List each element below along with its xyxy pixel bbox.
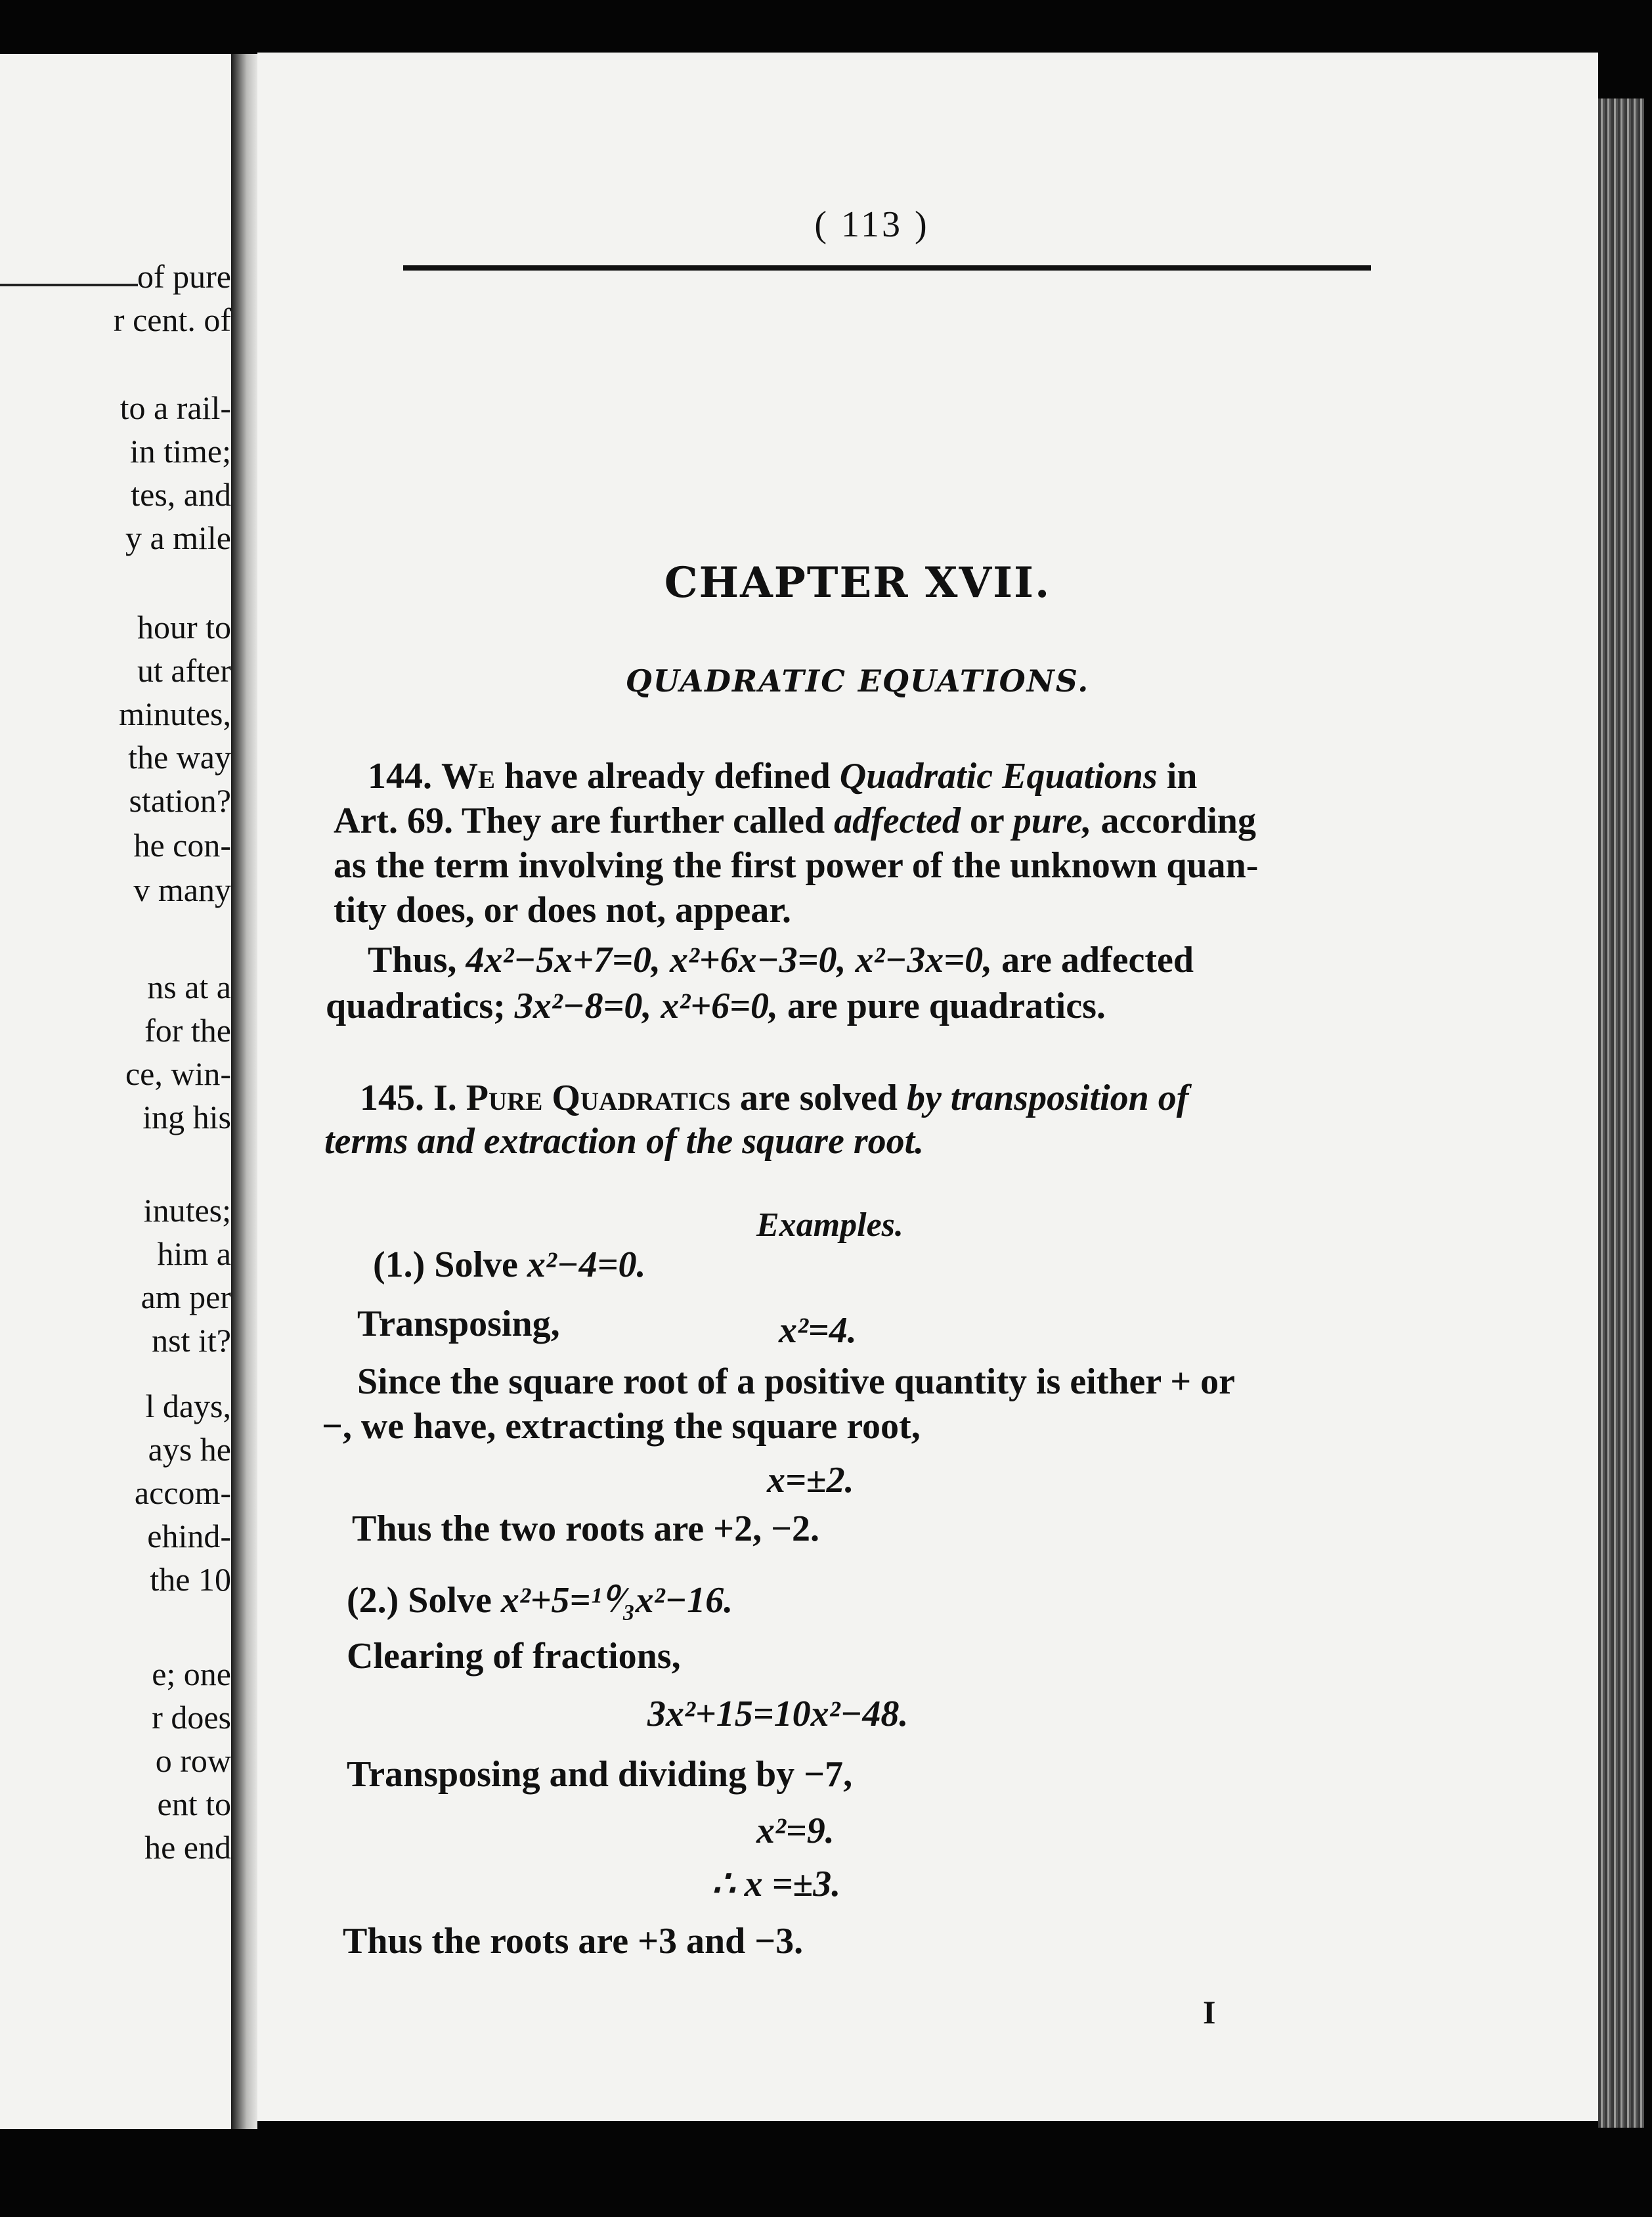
example-2-step-2: Transposing and dividing by −7, [347,1754,853,1795]
chapter-title: CHAPTER XVII. [664,558,1051,607]
equation-list-adfected: 4x²−5x+7=0, x²+6x−3=0, x²−3x=0, [466,940,993,980]
left-page-line: ent to [157,1786,231,1822]
section-title: QUADRATIC EQUATIONS. [625,663,1090,699]
left-page-line: station? [129,782,231,819]
left-page-line: tes, and [131,476,231,513]
article-144-line-3: as the term involving the first power of the unknown quan- [334,845,1259,886]
header-rule [403,265,1371,271]
left-page-line: ehind- [147,1518,231,1554]
left-page-line: of pure [137,258,231,295]
example-2-step-1-equation: 3x²+15=10x²−48. [647,1694,909,1734]
example-1-step-label: Transposing, [357,1304,560,1344]
left-page-line: to a rail- [120,389,231,426]
example-2-statement: (2.) Solve x²+5=¹⁰⁄₃x²−16. [347,1580,733,1621]
article-144-line-4: tity does, or does not, appear. [334,890,791,931]
signature-mark: I [1203,1994,1216,2030]
book-gutter [231,54,257,2129]
left-page-line: ns at a [147,969,231,1005]
example-1-step-equation: x²=4. [779,1310,857,1351]
example-1-text-1: Since the square root of a positive quantity is either + or [357,1361,1235,1402]
article-number: 144. [368,756,432,797]
left-page-line: hour to [137,609,231,646]
left-page-line: v many [133,871,231,908]
left-page-line: nst it? [152,1322,231,1359]
example-2-step-1: Clearing of fractions, [347,1636,681,1677]
example-2-result: ∴ x =±3. [712,1864,841,1904]
example-1-result: x=±2. [767,1460,854,1501]
left-page-line: the way [128,739,231,776]
left-page-line: ut after [137,652,231,689]
left-page-line: the 10 [150,1561,231,1598]
equation-list-pure: 3x²−8=0, x²+6=0, [514,986,779,1026]
left-page-line: r does [152,1699,231,1736]
left-page-line: r cent. of [113,301,231,338]
left-page-line: y a mile [125,519,231,556]
left-page-line: accom- [134,1474,231,1511]
left-page-line: o row [155,1742,231,1779]
left-page-line: him a [157,1235,231,1272]
term-pure-quadratics: Pure Quadratics [466,1078,731,1118]
left-page-line: ing his [142,1099,231,1135]
article-145-line-1: 145. I. Pure Quadratics are solved by transposition of [360,1078,1189,1118]
thus-line-2: quadratics; 3x²−8=0, x²+6=0, are pure quadratics. [326,986,1106,1026]
page-edges [1598,99,1644,2128]
term-quadratic-equations: Quadratic Equations [839,756,1158,797]
thus-line-1: Thus, 4x²−5x+7=0, x²+6x−3=0, x²−3x=0, are adfected [368,940,1194,980]
article-145-line-2: terms and extraction of the square root. [324,1121,924,1162]
left-page-line: for the [144,1012,231,1049]
left-page-line: ce, win- [125,1055,231,1092]
example-2-equation: x²+5=¹⁰⁄₃x²−16. [500,1580,733,1621]
left-page-line: minutes, [119,695,231,732]
example-1-statement: (1.) Solve x²−4=0. [373,1244,646,1285]
examples-heading: Examples. [756,1206,903,1244]
example-1-conclusion: Thus the two roots are +2, −2. [352,1508,819,1549]
article-144-line-2: Art. 69. They are further called adfected or pure, according [334,801,1256,841]
article-144-line-1: 144. We have already defined Quadratic Equations in [368,756,1198,797]
left-page-line: ays he [148,1431,231,1468]
left-page-line: e; one [152,1656,231,1692]
example-2-step-2-equation: x²=9. [756,1811,835,1851]
term-adfected: adfected [834,801,961,841]
left-page-text [0,54,231,2129]
page-number: ( 113 ) [814,204,930,245]
left-page [0,54,235,2129]
left-page-line: l days, [145,1388,231,1424]
left-page-line: am per [141,1279,231,1315]
left-page-line: he end [144,1829,231,1866]
left-page-line: he con- [133,827,231,864]
term-pure: pure, [1012,801,1092,841]
example-2-conclusion: Thus the roots are +3 and −3. [343,1921,804,1962]
lead-word: We [441,756,496,797]
example-1-equation: x²−4=0. [527,1244,646,1285]
left-page-line: in time; [129,433,231,470]
example-1-text-2: −, we have, extracting the square root, [322,1406,921,1447]
left-page-line: inutes; [143,1192,231,1229]
